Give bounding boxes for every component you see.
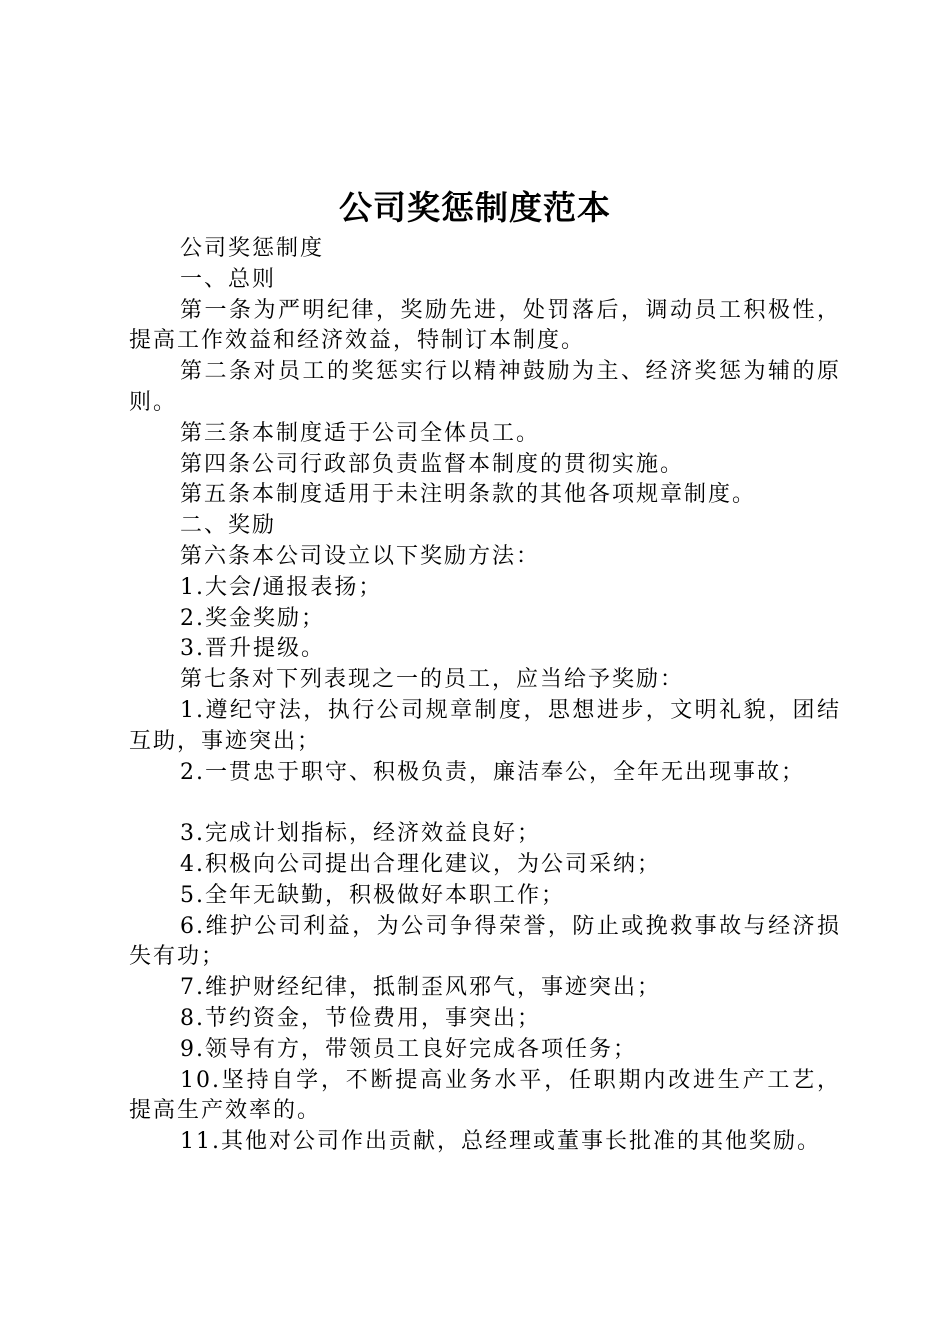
list-item: 3.完成计划指标，经济效益良好； xyxy=(180,821,541,847)
list-item: 11.其他对公司作出贡献，总经理或董事长批准的其他奖励。 xyxy=(180,1129,821,1155)
list-item: 5.全年无缺勤，积极做好本职工作； xyxy=(180,882,565,908)
list-item: 3.晋升提级。 xyxy=(180,636,325,662)
blank-line xyxy=(129,788,841,819)
list-item: 8.节约资金，节俭费用，事突出； xyxy=(180,1005,541,1031)
list-item: 2.一贯忠于职守、积极负责，廉洁奉公，全年无出现事故； xyxy=(180,759,805,785)
article-2: 第二条对员工的奖惩实行以精神鼓励为主、经济奖惩为辅的原则。 xyxy=(129,359,841,415)
article-5: 第五条本制度适用于未注明条款的其他各项规章制度。 xyxy=(180,482,757,508)
article-7: 第七条对下列表现之一的员工，应当给予奖励： xyxy=(180,667,685,693)
document-body xyxy=(129,234,841,1158)
list-item: 9.领导有方，带领员工良好完成各项任务； xyxy=(180,1036,637,1062)
list-item: 1.遵纪守法，执行公司规章制度，思想进步，文明礼貌，团结互助，事迹突出； xyxy=(129,697,841,754)
paragraph-heading: 公司奖惩制度 xyxy=(180,236,325,261)
list-item: 7.维护财经纪律，抵制歪风邪气，事迹突出； xyxy=(180,975,661,1001)
article-3: 第三条本制度适于公司全体员工。 xyxy=(180,420,541,446)
article-1: 第一条为严明纪律，奖励先进，处罚落后，调动员工积极性，提高工作效益和经济效益，特制订本制度。 xyxy=(129,297,841,354)
article-4: 第四条公司行政部负责监督本制度的贯彻实施。 xyxy=(180,451,685,477)
document-title: 公司奖惩制度范本 xyxy=(339,188,611,227)
article-6: 第六条本公司设立以下奖励方法： xyxy=(180,543,541,569)
list-item: 4.积极向公司提出合理化建议，为公司采纳； xyxy=(180,851,661,877)
section-heading-rewards: 二、奖励 xyxy=(180,513,277,539)
list-item: 2.奖金奖励； xyxy=(180,605,325,631)
section-heading-general: 一、总则 xyxy=(180,266,277,292)
list-item: 6.维护公司利益，为公司争得荣誉，防止或挽救事故与经济损失有功； xyxy=(129,913,841,970)
list-item: 10.坚持自学，不断提高业务水平，任职期内改进生产工艺，提高生产效率的。 xyxy=(129,1067,841,1124)
list-item: 1.大会/通报表扬； xyxy=(180,574,383,600)
